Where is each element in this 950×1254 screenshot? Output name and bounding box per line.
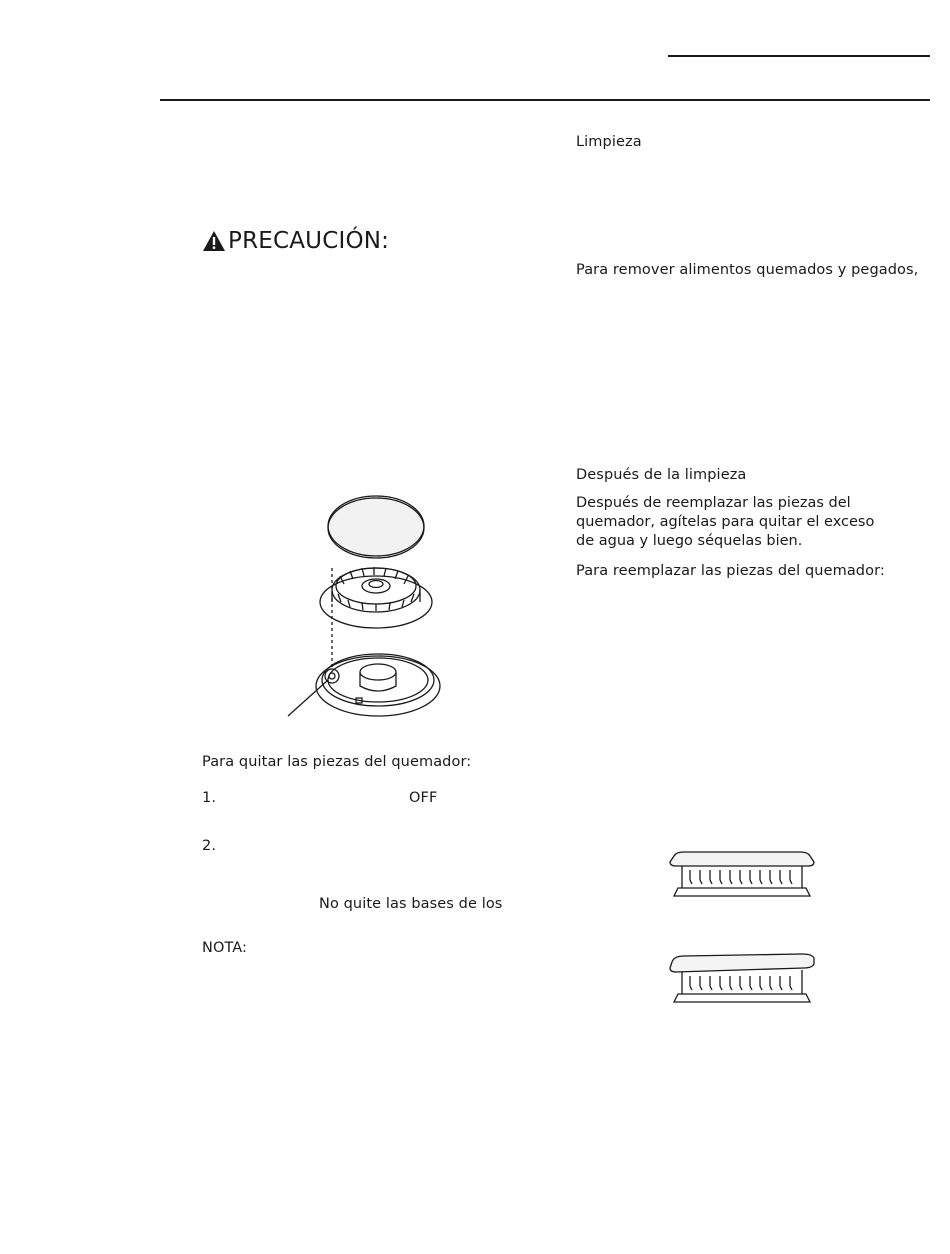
caution-label: PRECAUCIÓN:: [228, 228, 390, 254]
burner-cap-unseated-illustration: [666, 952, 818, 1008]
remove-parts-heading: Para quitar las piezas del quemador:: [202, 754, 472, 770]
step-2-number: 2.: [202, 838, 217, 854]
step-1-number: 1.: [202, 790, 217, 806]
after-cleaning-line-3: de agua y luego séquelas bien.: [576, 533, 803, 549]
burner-cap-seated-illustration: [666, 848, 818, 902]
caution-heading: [202, 228, 389, 254]
header-long-rule: [160, 99, 930, 101]
burned-food-heading: Para remover alimentos quemados y pegados,: [576, 262, 919, 278]
after-cleaning-line-2: quemador, agítelas para quitar el exceso: [576, 514, 875, 530]
after-cleaning-line-1: Después de reemplazar las piezas del: [576, 495, 851, 511]
step-2-fragment: No quite las bases de los: [319, 896, 503, 912]
note-label: NOTA:: [202, 940, 248, 956]
replace-parts-heading: Para reemplazar las piezas del quemador:: [576, 563, 885, 579]
step-1-off-label: OFF: [409, 790, 438, 806]
after-cleaning-paragraph: [576, 494, 874, 551]
header-short-rule: [668, 55, 930, 57]
warning-triangle-icon: [202, 230, 226, 252]
cleaning-heading: Limpieza: [576, 134, 642, 150]
burner-exploded-diagram: [270, 490, 460, 720]
after-cleaning-heading: Después de la limpieza: [576, 467, 747, 483]
